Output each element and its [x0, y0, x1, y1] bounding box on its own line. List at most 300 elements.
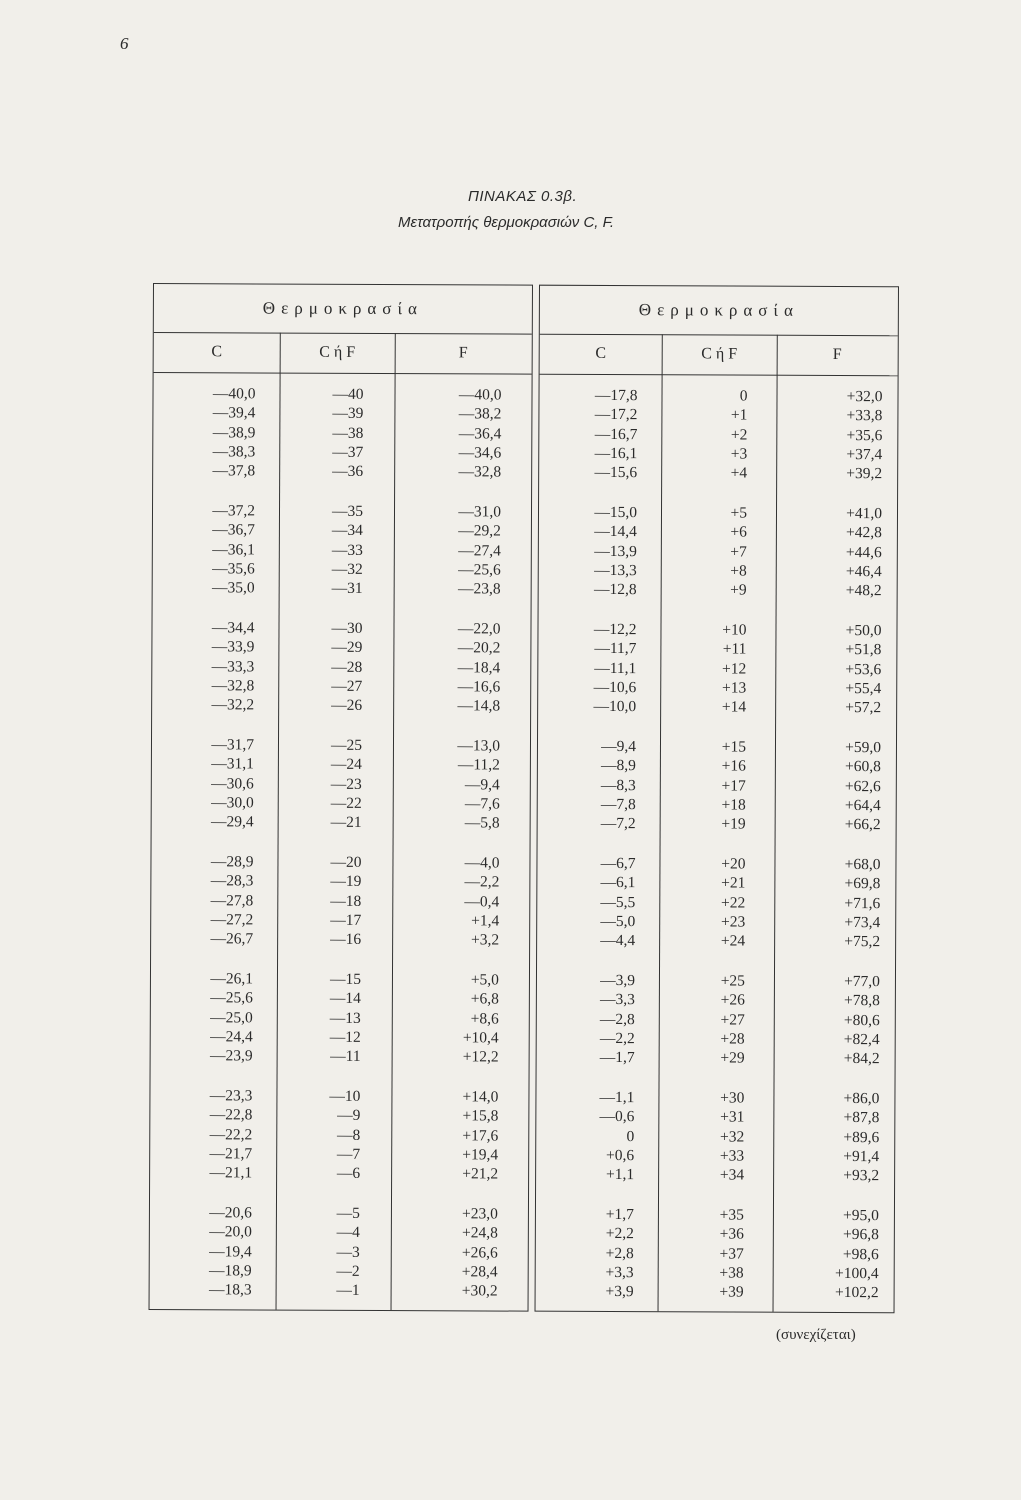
table-cell: —14,4 [594, 523, 637, 541]
table-cell: —1,1 [599, 1088, 635, 1107]
table-cell: +28 [720, 1030, 745, 1048]
table-cell: +7 [730, 543, 747, 561]
table-cell: +18 [721, 796, 746, 814]
col-header-c-or-f: C ή F [701, 345, 738, 363]
row-group [536, 1205, 894, 1317]
table-cell: —4,4 [600, 932, 636, 950]
table-cell: —23,8 [458, 580, 501, 598]
table-cell: +102,2 [834, 1284, 879, 1302]
fahrenheit-values [422, 619, 500, 716]
table-cell: +16 [721, 757, 746, 775]
row-group [150, 1203, 528, 1315]
table-cell: —20,6 [209, 1204, 252, 1222]
table-cell: —28,3 [210, 872, 254, 890]
table-cell: +11 [722, 640, 747, 658]
table-cell: +8,6 [470, 1009, 499, 1028]
page-number: 6 [120, 34, 129, 53]
celsius-values [568, 737, 636, 834]
row-group [151, 969, 529, 1081]
c-or-f-values [686, 1205, 744, 1302]
table-cell: —9,4 [464, 775, 500, 794]
table-cell: —11,1 [594, 659, 637, 677]
table-cell: —25 [330, 736, 363, 754]
fahrenheit-values [791, 1206, 879, 1303]
table-cell: +57,2 [845, 699, 882, 717]
table-cell: —20,0 [209, 1223, 252, 1241]
table-cell: +21,2 [462, 1165, 499, 1183]
table-cell: +55,4 [845, 679, 882, 698]
table-cell: +0,6 [606, 1146, 635, 1164]
table-cell: —6,1 [600, 874, 636, 892]
row-group [537, 971, 895, 1083]
table-cell: —1,7 [599, 1049, 635, 1067]
table-cell: +33 [719, 1147, 745, 1165]
row-group [538, 620, 896, 732]
table-cell: +86,0 [843, 1090, 880, 1108]
table-cell: —10,0 [593, 698, 637, 716]
table-cell: +30 [720, 1089, 745, 1107]
table-cell: +3,9 [605, 1283, 634, 1301]
table-cell: —20,2 [457, 639, 501, 657]
c-or-f-values [301, 853, 361, 950]
col-header-f: F [458, 344, 468, 362]
table-cell: +15 [721, 738, 747, 756]
table-cell: +23,0 [462, 1205, 498, 1223]
table-cell: +59,0 [845, 739, 882, 757]
table-cell: +1,1 [605, 1166, 635, 1184]
table-cell: —34 [331, 522, 363, 540]
table-cell: +1,4 [471, 912, 500, 930]
table-cell: —16 [330, 930, 362, 949]
table-cell: +78,8 [843, 992, 880, 1010]
table-cell: —36,1 [212, 540, 255, 559]
table-cell: —13 [329, 1009, 361, 1027]
table-cell: —38,9 [212, 423, 256, 442]
table-cell: —28,9 [210, 853, 254, 871]
table-cell: +36 [719, 1225, 744, 1243]
fahrenheit-values [792, 972, 880, 1069]
row-group [539, 386, 897, 498]
table-cell: —2,2 [464, 873, 500, 891]
table-cell: +77,0 [844, 973, 880, 991]
table-cell: —34,4 [211, 619, 255, 637]
table-cell: +9 [730, 581, 747, 599]
celsius-values [181, 852, 253, 949]
celsius-values [568, 620, 636, 717]
table-cell: —17,8 [594, 386, 638, 405]
table-cell: +19 [721, 815, 746, 833]
c-or-f-values [300, 1087, 360, 1184]
table-cell: —37,2 [212, 502, 256, 520]
table-cell: —25,0 [210, 1008, 253, 1027]
table-cell: —14,8 [457, 697, 501, 715]
table-body-left [154, 384, 532, 1300]
table-cell: —33,9 [211, 638, 255, 656]
table-cell: —35 [331, 502, 364, 520]
row-group [152, 735, 530, 847]
table-cell: —11,2 [457, 756, 500, 774]
table-cell: —7 [336, 1145, 361, 1163]
celsius-values [567, 971, 635, 1068]
table-cell: +96,8 [842, 1226, 879, 1244]
table-cell: —25,6 [210, 989, 253, 1007]
table-cell: —22,8 [209, 1106, 253, 1124]
table-cell: +20 [721, 855, 746, 873]
table-cell: +4 [730, 464, 748, 482]
table-cell: +37,4 [846, 445, 883, 464]
col-header-c: C [595, 344, 607, 362]
celsius-values [182, 735, 254, 832]
celsius-values [566, 1205, 634, 1302]
table-cell: —18,4 [457, 658, 501, 677]
table-cell: —32 [331, 560, 363, 578]
table-cell: —6,7 [600, 854, 636, 873]
table-cell: —36 [332, 462, 364, 481]
table-cell: —15,6 [594, 464, 638, 482]
table-cell: —38,3 [212, 443, 256, 461]
table-cell: —4,0 [464, 854, 500, 872]
row-group [536, 1088, 894, 1200]
table-cell: —10 [329, 1087, 361, 1105]
celsius-values [569, 386, 637, 483]
row-group [539, 503, 897, 615]
table-cell: +75,2 [844, 933, 881, 951]
table-cell: —22,0 [457, 620, 501, 638]
table-cell: +37 [719, 1245, 744, 1263]
table-cell: +24,8 [461, 1224, 498, 1242]
table-cell: +6 [730, 523, 747, 541]
table-cell: —36,4 [458, 424, 502, 443]
table-cell: —30 [331, 619, 363, 637]
table-cell: +80,6 [843, 1011, 880, 1029]
fahrenheit-values [422, 736, 500, 833]
table-cell: —32,8 [211, 677, 255, 695]
table-cell: +100,4 [835, 1264, 879, 1283]
table-cell: +60,8 [844, 758, 881, 776]
table-cell: +12 [722, 660, 747, 678]
table-cell: +10,4 [462, 1029, 499, 1047]
group-header-left: Θερμοκρασία [154, 284, 532, 335]
table-cell: —33,3 [211, 657, 255, 676]
table-cell: —33 [331, 541, 363, 559]
table-cell: +14,0 [462, 1088, 499, 1106]
table-cell: —27,2 [210, 911, 254, 929]
table-cell: +91,4 [843, 1147, 880, 1166]
table-cell: +66,2 [844, 816, 881, 834]
celsius-values [180, 1086, 252, 1183]
table-cell: —11,7 [594, 640, 637, 658]
table-cell: —38,2 [458, 405, 502, 423]
table-cell: —30,6 [211, 774, 254, 793]
table-cell: —27,4 [458, 541, 501, 560]
c-or-f-values [687, 971, 745, 1068]
table-cell: +34 [719, 1166, 745, 1184]
table-cell: +33,8 [846, 407, 883, 425]
table-cell: —34,6 [458, 444, 502, 462]
fahrenheit-values [421, 853, 499, 950]
table-cell: +89,6 [843, 1128, 880, 1146]
table-cell: +23 [720, 913, 746, 931]
table-cell: —12,2 [593, 620, 637, 639]
table-cell: —24,4 [210, 1028, 253, 1046]
table-cell: —27,8 [210, 891, 254, 910]
table-cell: —21,1 [209, 1164, 253, 1182]
table-cell: +51,8 [845, 641, 882, 659]
table-cell: +17,6 [462, 1126, 499, 1145]
table-cell: —21 [330, 813, 362, 832]
column-headers-right [540, 334, 898, 377]
table-cell: +2,2 [605, 1225, 634, 1243]
table-cell: +30,2 [461, 1282, 498, 1300]
table-cell: +35 [719, 1206, 744, 1224]
group-header-right: Θερμοκρασία [540, 286, 898, 337]
table-cell: —19,4 [209, 1242, 252, 1261]
table-cell: +6,8 [470, 990, 499, 1008]
table-cell: —22 [330, 794, 362, 812]
table-cell: +95,0 [843, 1207, 879, 1225]
table-cell: +13 [721, 679, 747, 697]
table-cell: +14 [721, 698, 747, 716]
table-cell: —32,8 [458, 463, 502, 481]
table-cell: +48,2 [845, 582, 882, 600]
table-cell: —0,6 [599, 1108, 635, 1126]
table-cell: +71,6 [844, 894, 881, 912]
row-group [151, 852, 529, 964]
fahrenheit-values [793, 738, 881, 835]
table-cell: —29 [331, 639, 363, 657]
c-or-f-values [303, 385, 363, 482]
table-cell: —24 [330, 756, 362, 774]
fahrenheit-values [423, 502, 501, 599]
table-cell: +39,2 [846, 465, 883, 483]
table-cell: +1,7 [605, 1205, 634, 1224]
table-cell: +19,4 [462, 1146, 499, 1164]
table-cell: —25,6 [458, 561, 501, 579]
table-cell: +22 [721, 894, 746, 912]
table-cell: +50,0 [845, 622, 882, 640]
c-or-f-values [688, 737, 746, 834]
table-cell: —16,6 [457, 678, 501, 696]
table-cell: +39 [719, 1283, 744, 1301]
table-cell: —3,9 [600, 971, 635, 990]
table-cell: —11 [330, 1047, 361, 1066]
table-cell: —21,7 [209, 1145, 253, 1163]
table-cell: —9 [337, 1107, 361, 1125]
table-cell: +38 [719, 1264, 744, 1282]
table-cell: —20 [330, 853, 362, 871]
table-cell: —15,0 [594, 503, 638, 522]
table-cell: —23 [330, 775, 362, 793]
c-or-f-values [687, 854, 745, 951]
table-cell: +46,4 [845, 562, 882, 581]
table-cell: —39 [332, 405, 364, 423]
c-or-f-values [688, 620, 746, 717]
table-cell: —26,7 [210, 930, 254, 948]
table-cell: —0,4 [464, 892, 500, 911]
table-cell: +25 [720, 972, 745, 990]
table-cell: —7,6 [464, 795, 500, 813]
table-cell: —13,0 [457, 737, 501, 755]
table-cell: —19 [330, 873, 362, 891]
table-cell: —9,4 [601, 737, 637, 756]
fahrenheit-values [793, 621, 881, 718]
celsius-values [180, 1203, 252, 1300]
table-cell: —3,3 [599, 991, 635, 1009]
table-cell: —18,3 [208, 1281, 252, 1299]
table-cell: +27 [720, 1011, 745, 1029]
c-or-f-values [302, 736, 362, 833]
table-cell: —13,3 [594, 561, 637, 580]
table-cell: —5 [336, 1204, 360, 1222]
table-cell: +24 [720, 932, 746, 950]
celsius-values [567, 854, 635, 951]
table-cell: —31,7 [211, 736, 255, 754]
row-group [537, 854, 895, 966]
table-cell: +73,4 [844, 913, 881, 932]
table-cell: —32,2 [211, 696, 255, 714]
table-cell: —35,6 [212, 560, 255, 578]
continued-note: (συνεχίζεται) [776, 1327, 856, 1343]
table-cell: —26,1 [210, 970, 254, 988]
table-cell: +32 [719, 1128, 745, 1146]
c-or-f-values [301, 970, 361, 1067]
col-header-c-or-f: C ή F [319, 343, 356, 361]
col-header-c: C [211, 343, 223, 361]
table-cell: —40,0 [212, 385, 256, 403]
table-cell: —17 [330, 911, 362, 929]
table-cell: —30,0 [211, 794, 254, 812]
table-cell: —18,9 [209, 1262, 252, 1280]
table-cell: —8 [336, 1126, 361, 1144]
table-cell: —26 [331, 696, 363, 715]
table-cell: +26 [720, 991, 745, 1009]
table-cell: +3,2 [470, 931, 500, 949]
table-cell: —37 [332, 443, 364, 461]
table-cell: +26,6 [461, 1243, 498, 1262]
table-cell: +28,4 [461, 1263, 498, 1281]
table-cell: —12,8 [594, 581, 637, 599]
fahrenheit-values [794, 504, 882, 601]
table-cell: +68,0 [844, 856, 881, 874]
table-cell: —7,8 [600, 795, 636, 814]
table-cell: —37,8 [212, 462, 256, 480]
row-group [150, 1086, 528, 1198]
table-cell: +41,0 [846, 505, 883, 523]
fahrenheit-values [421, 970, 499, 1067]
table-cell: +3 [730, 445, 748, 463]
table-cell: +87,8 [843, 1109, 880, 1127]
table-cell: —3 [336, 1243, 360, 1261]
table-cell: +3,3 [605, 1263, 634, 1281]
table-subtitle: Μετατροπής θερμοκρασιών C, F. [398, 214, 615, 231]
table-cell: —40,0 [458, 386, 502, 404]
fahrenheit-values [792, 855, 880, 952]
table-cell: —31,1 [211, 755, 254, 773]
row-group [153, 501, 531, 613]
table-cell: —39,4 [212, 404, 256, 422]
table-cell: —10,6 [593, 678, 637, 697]
table-cell: —36,7 [212, 521, 255, 539]
table-title: ΠΙΝΑΚΑΣ 0.3β. [468, 188, 578, 205]
table-cell: +35,6 [846, 426, 883, 444]
c-or-f-values [303, 502, 363, 599]
table-cell: —38 [332, 424, 364, 442]
table-cell: —12 [329, 1028, 361, 1046]
table-cell: —15 [329, 970, 362, 988]
table-cell: —7,2 [600, 815, 636, 833]
celsius-values [566, 1088, 634, 1185]
row-group [152, 618, 530, 730]
conversion-table [149, 283, 899, 1311]
table-cell: +8 [730, 562, 747, 580]
table-cell: —23,3 [209, 1087, 253, 1105]
table-cell: —5,8 [464, 814, 500, 832]
table-cell: +10 [722, 621, 747, 639]
fahrenheit-values [791, 1089, 879, 1186]
table-cell: —40 [332, 385, 364, 403]
table-cell: +17 [721, 777, 746, 795]
table-cell: +1 [730, 406, 748, 424]
c-or-f-values [689, 386, 747, 483]
table-cell: —8,9 [600, 757, 636, 775]
table-cell: —13,9 [594, 542, 637, 560]
fahrenheit-values [420, 1087, 498, 1184]
table-cell: +29 [720, 1049, 745, 1067]
fahrenheit-values [423, 385, 501, 482]
table-cell: —29,4 [210, 813, 254, 831]
table-cell: 0 [739, 387, 748, 405]
table-body-right [540, 386, 898, 1302]
table-cell: —6 [336, 1164, 361, 1183]
table-cell: —31,0 [458, 503, 502, 521]
table-cell: +31 [720, 1108, 745, 1126]
table-cell: +42,8 [846, 524, 882, 542]
table-cell: +93,2 [843, 1167, 880, 1185]
celsius-values [183, 501, 255, 598]
table-cell: —28 [331, 658, 363, 676]
table-cell: —4 [336, 1224, 360, 1242]
table-cell: —5,5 [600, 893, 636, 911]
table-cell: —2 [336, 1262, 360, 1280]
celsius-values [182, 618, 254, 715]
table-cell: +32,0 [846, 388, 883, 406]
table-cell: +5 [730, 504, 748, 522]
table-cell: +84,2 [843, 1050, 880, 1068]
table-cell: +53,6 [845, 660, 882, 678]
table-cell: +15,8 [462, 1107, 499, 1125]
table-right-half [535, 285, 899, 1314]
table-left-half [149, 283, 533, 1312]
table-cell: +64,4 [844, 796, 881, 815]
c-or-f-values [689, 503, 747, 600]
table-cell: +12,2 [462, 1048, 499, 1066]
table-cell: —8,3 [600, 776, 636, 794]
table-cell: —31 [331, 579, 363, 598]
table-cell: —29,2 [458, 522, 501, 540]
fahrenheit-values [420, 1204, 498, 1301]
table-cell: —16,7 [594, 425, 638, 443]
table-cell: +21 [721, 874, 746, 892]
table-cell: +98,6 [842, 1245, 879, 1263]
table-cell: —14 [329, 990, 361, 1008]
row-group [153, 384, 531, 496]
col-header-f: F [832, 345, 842, 364]
table-cell: —18 [330, 892, 362, 910]
table-cell: —22,2 [209, 1125, 253, 1144]
table-cell: +2 [730, 426, 748, 444]
table-cell: —2,8 [599, 1010, 635, 1028]
row-group [538, 737, 896, 849]
